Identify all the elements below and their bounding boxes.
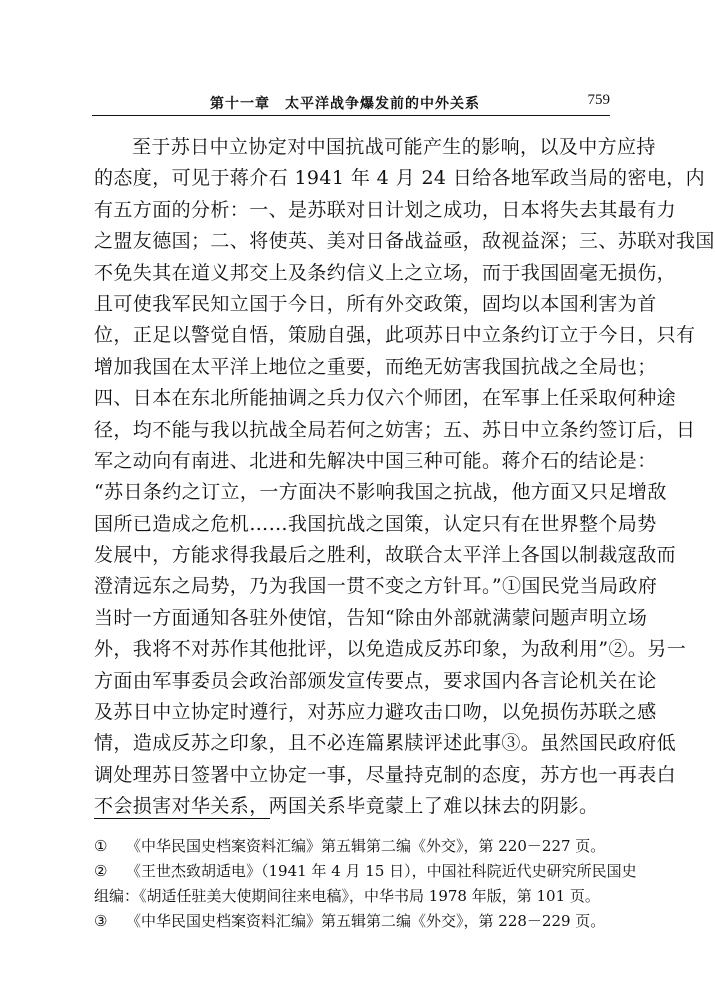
footnote-3	[94, 909, 612, 934]
body-line: 方面由军事委员会政治部颁发宣传要点，要求国内各言论机关在论	[94, 669, 657, 692]
footnote-marker: ③	[94, 912, 108, 930]
body-line: 位，正足以警觉自悟，策励自强，此项苏日中立条约订立于今日，只有	[94, 324, 696, 347]
footnote-text: 《中华民国史档案资料汇编》第五辑第二编《外交》，第 220－227 页。	[126, 837, 606, 855]
body-line: 不会损害对华关系，两国关系毕竟蒙上了难以抹去的阴影。	[94, 795, 599, 818]
footnotes	[94, 834, 637, 934]
body-line: 不免失其在道义邦交上及条约信义上之立场，而于我国固毫无损伤，	[94, 261, 677, 284]
body-line: 的态度，可见于蒋介石 1941 年 4 月 24 日给各地军政当局的密电，内	[94, 167, 706, 190]
footnote-2-continuation: 组编：《胡适任驻美大使期间往来电稿》，中华书局 1978 年版，第 101 页。	[94, 887, 600, 905]
footnote-2	[94, 859, 637, 884]
body-line: 之盟友德国；二、将使英、美对日备战益亟，敌视益深；三、苏联对我国	[94, 230, 715, 253]
body-line: 调处理苏日签署中立协定一事，尽量持克制的态度，苏方也一再表白	[94, 763, 677, 786]
body-line: 有五方面的分析：一、是苏联对日计划之成功，日本将失去其最有力	[94, 198, 677, 221]
body-line: 径，均不能与我以抗战全局若何之妨害；五、苏日中立条约签订后，日	[94, 418, 696, 441]
body-line: 及苏日中立协定时遵行，对苏应力避攻击口吻，以免损伤苏联之感	[94, 701, 657, 724]
footnote-text: 《中华民国史档案资料汇编》第五辑第二编《外交》，第 228－229 页。	[126, 912, 606, 930]
body-line: 军之动向有南进、北进和先解决中国三种可能。蒋介石的结论是：	[94, 449, 657, 472]
body-line: 情，造成反苏之印象，且不必连篇累牍评述此事③。虽然国民政府低	[94, 732, 677, 755]
footnote-marker: ②	[94, 862, 108, 880]
body-line: 增加我国在太平洋上地位之重要，而绝无妨害我国抗战之全局也；	[94, 355, 657, 378]
page-number: 759	[587, 92, 610, 108]
footnote-marker: ①	[94, 837, 108, 855]
body-line: 发展中，方能求得我最后之胜利，故联合太平洋上各国以制裁寇敌而	[94, 544, 677, 567]
body-paragraph	[94, 132, 715, 823]
body-line: 当时一方面通知各驻外使馆，告知“除由外部就满蒙问题声明立场	[94, 606, 648, 629]
body-line: 四、日本在东北所能抽调之兵力仅六个师团，在军事上任采取何种途	[94, 387, 677, 410]
body-line: 外，我将不对苏作其他批评，以免造成反苏印象，为敌利用”②。另一	[94, 638, 687, 661]
body-line: 至于苏日中立协定对中国抗战可能产生的影响，以及中方应持	[132, 136, 656, 158]
footnote-separator	[94, 818, 270, 819]
running-header	[92, 91, 610, 116]
chapter-title: 第十一章 太平洋战争爆发前的中外关系	[210, 96, 480, 112]
body-line: 国所已造成之危机……我国抗战之国策，认定只有在世界整个局势	[94, 512, 657, 535]
body-line: “苏日条约之订立，一方面决不影响我国之抗战，他方面又只足增敌	[94, 481, 667, 504]
body-line: 且可使我军民知立国于今日，所有外交政策，固均以本国利害为首	[94, 292, 657, 315]
body-line: 澄清远东之局势，乃为我国一贯不变之方针耳。”①国民党当局政府	[94, 575, 658, 598]
footnote-text: 《王世杰致胡适电》（1941 年 4 月 15 日），中国社科院近代史研究所民国史	[126, 862, 637, 880]
footnote-1	[94, 834, 612, 859]
